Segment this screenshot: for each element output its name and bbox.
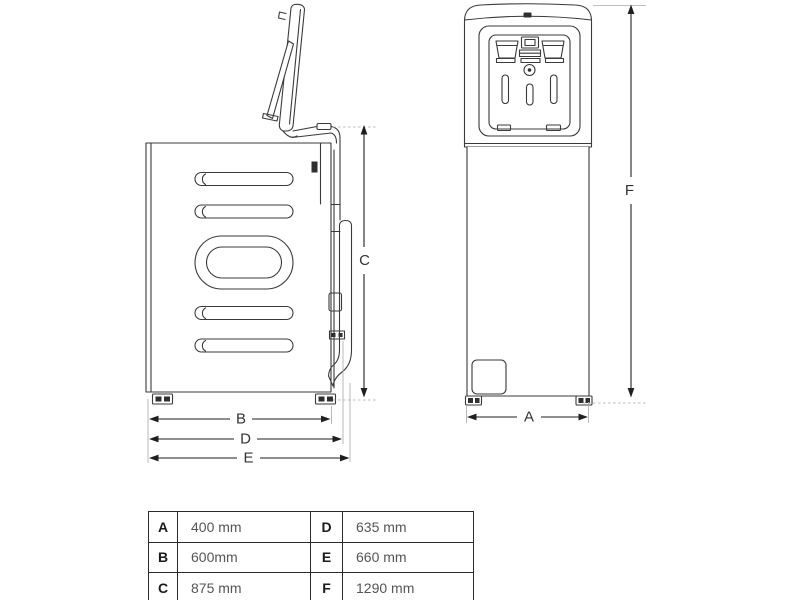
- dim-value-c: 875 mm: [178, 573, 311, 600]
- side-view: [146, 4, 352, 404]
- front-body: [467, 147, 589, 396]
- arrowhead-up-icon: [628, 5, 635, 15]
- arrowhead-right-icon: [340, 455, 350, 462]
- foot-mark: [475, 398, 480, 403]
- deck-lip: [317, 124, 331, 130]
- dim-key-a: A: [149, 512, 178, 543]
- foot-mark: [319, 397, 325, 402]
- foot-mark: [164, 397, 170, 402]
- dimension-c: [359, 125, 370, 398]
- arrowhead-right-icon: [579, 414, 589, 421]
- arrowhead-left-icon: [467, 414, 477, 421]
- table-row: [149, 542, 474, 573]
- table-row: [149, 512, 474, 543]
- arrowhead-down-icon: [361, 388, 368, 398]
- foot-mark: [579, 398, 584, 403]
- dim-key-c: C: [149, 573, 178, 600]
- console-logo-mark: [524, 13, 532, 18]
- dimension-e: [149, 450, 350, 467]
- dim-key-d: D: [311, 512, 343, 543]
- arrowhead-down-icon: [628, 388, 635, 398]
- arrowhead-right-icon: [321, 416, 331, 423]
- program-knob-dot: [528, 68, 532, 72]
- dimension-f: [625, 5, 634, 398]
- foot-mark: [468, 398, 473, 403]
- dimension-label-b: B: [235, 410, 247, 428]
- dimension-label-c: C: [359, 252, 370, 269]
- table-row: [149, 573, 474, 600]
- dimension-a: [467, 409, 588, 426]
- dim-value-a: 400 mm: [178, 512, 311, 543]
- foot-mark: [586, 398, 591, 403]
- front-view: [465, 4, 593, 405]
- dim-value-d: 635 mm: [343, 512, 474, 543]
- dimension-b: [149, 411, 331, 428]
- dim-value-f: 1290 mm: [343, 573, 474, 600]
- dimension-label-f: F: [624, 182, 635, 199]
- foot-mark: [327, 397, 333, 402]
- dimension-d: [149, 431, 342, 448]
- dim-value-b: 600mm: [178, 542, 311, 573]
- arrowhead-left-icon: [149, 455, 159, 462]
- dim-value-e: 660 mm: [343, 542, 474, 573]
- dimensions-table: [148, 511, 474, 600]
- foot-mark: [156, 397, 162, 402]
- deck-lower-edge: [292, 133, 337, 143]
- top-deck-upper-edge: [293, 127, 317, 132]
- arrowhead-left-icon: [149, 436, 159, 443]
- lid-lock: [312, 162, 318, 173]
- deck-corner: [331, 127, 340, 153]
- control-panel-frame: [479, 26, 580, 136]
- arrowhead-up-icon: [361, 125, 368, 135]
- dimension-label-a: A: [523, 408, 535, 426]
- dim-key-e: E: [311, 542, 343, 573]
- lid-latch-tab: [279, 12, 287, 20]
- dim-key-f: F: [311, 573, 343, 600]
- arrowhead-left-icon: [149, 416, 159, 423]
- arrowhead-right-icon: [333, 436, 343, 443]
- dimension-label-e: E: [243, 449, 254, 467]
- drain-hose: [333, 221, 352, 387]
- side-body: [146, 143, 331, 392]
- dimension-label-d: D: [240, 430, 251, 448]
- dim-key-b: B: [149, 542, 178, 573]
- hose-clamp-mark: [332, 333, 336, 337]
- lid-hinge: [283, 131, 297, 137]
